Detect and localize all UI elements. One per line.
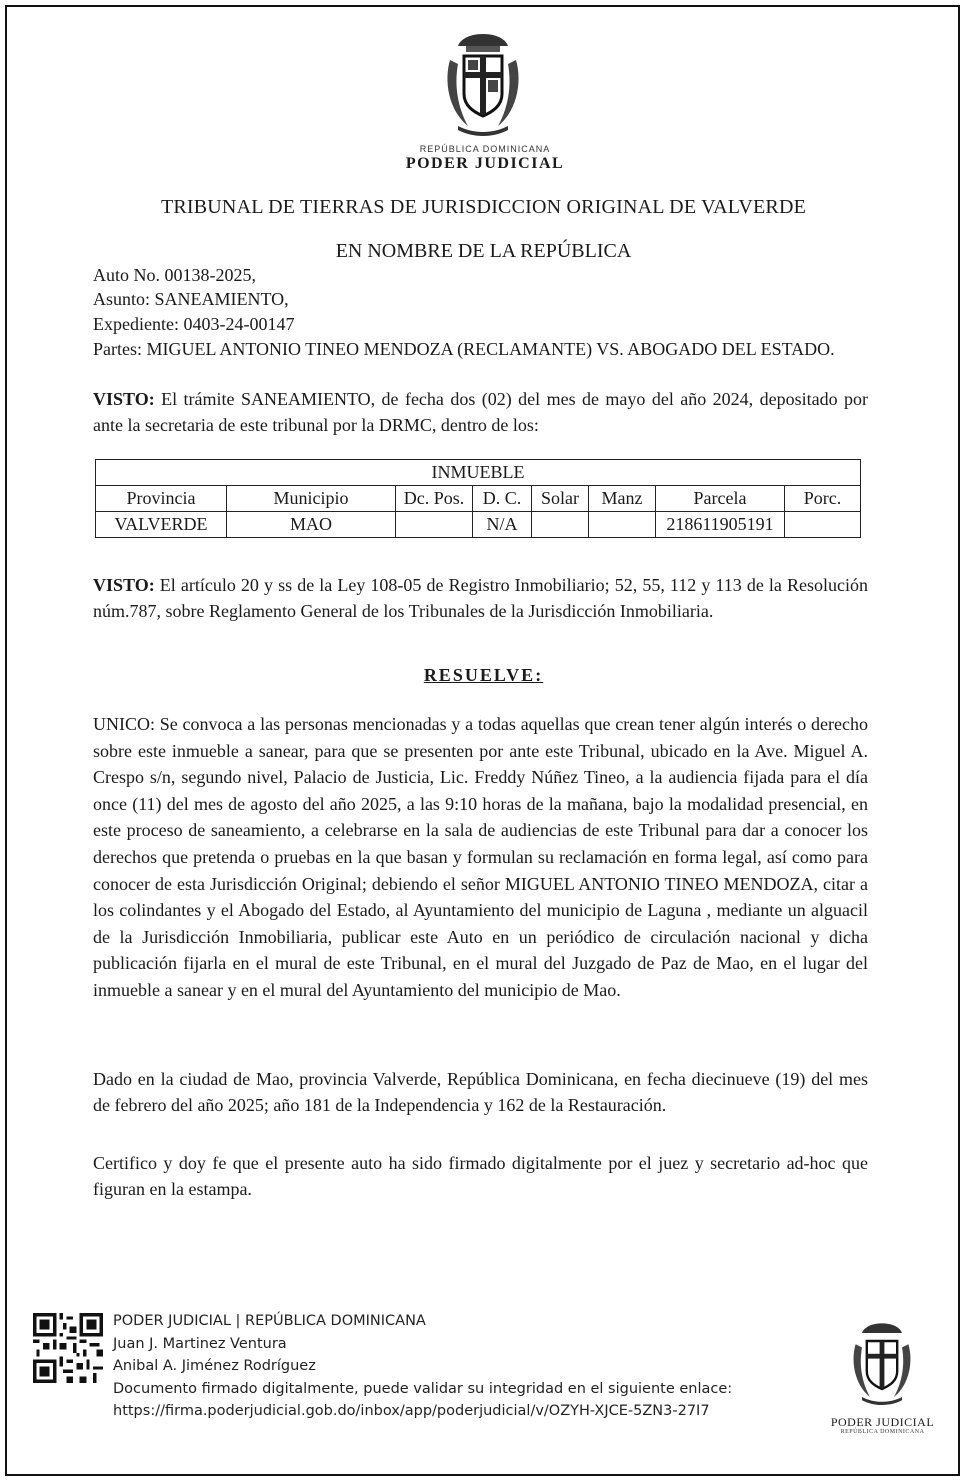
table-cell: VALVERDE	[96, 512, 227, 538]
table-cell	[396, 512, 473, 538]
table-cell	[532, 512, 589, 538]
expediente: Expediente: 0403-24-00147	[93, 314, 295, 334]
visto-paragraph-2	[93, 572, 868, 624]
visto-text: El trámite SANEAMIENTO, de fecha dos (02) del mes de mayo del año 2024, depositado por ante la secretaria de este tribunal por la DRMC, dentro de los:	[93, 389, 868, 435]
footer-validation-text: Documento firmado digitalmente, puede validar su integridad en el siguiente enlace:	[113, 1380, 733, 1397]
en-nombre-heading: EN NOMBRE DE LA REPÚBLICA	[335, 240, 632, 262]
header-cell: Municipio	[227, 486, 396, 512]
dado-paragraph: Dado en la ciudad de Mao, provincia Valverde, República Dominicana, en fecha diecinueve (19) del mes de febrero del año 2025; año 181 de la Independencia y 162 de la Restauración.	[93, 1069, 868, 1115]
table-cell: MAO	[227, 512, 396, 538]
certifico-paragraph: Certifico y doy fe que el presente auto ha sido firmado digitalmente por el juez y secretario ad-hoc que figuran en la estampa.	[93, 1153, 868, 1199]
unico-paragraph: UNICO: Se convoca a las personas mencionadas y a todas aquellas que crean tener algún interés o derecho sobre este inmueble a sanear, para que se presenten por ante este Tribunal, ubicado en la Ave. Miguel A. Crespo s/n, segundo nivel, Palacio de Justicia, Lic. Freddy Núñez Tineo, a la audiencia fijada para el día once (11) del mes de agosto del año 2025, a las 9:10 horas de la mañana, bajo la modalidad presencial, en este proceso de saneamiento, a celebrarse en la sala de audiencias de este Tribunal para dar a conocer los derechos que pretenda o pruebas en la que basan y formulan su reclamación en forma legal, así como para conocer de esta Jurisdicción Original; debiendo el señor MIGUEL ANTONIO TINEO MENDOZA, citar a los colindantes y el Abogado del Estado, al Ayuntamiento del municipio de Laguna , mediante un alguacil de la Jurisdicción Inmobiliaria, publicar este Auto en un periódico de circulación nacional y dicha publicación fijarla en el mural de este Tribunal, en el mural del Juzgado de Paz de Mao, en el lugar del inmueble a sanear y en el mural del Ayuntamiento del municipio de Mao.	[93, 714, 868, 1000]
inmueble-table	[95, 459, 861, 538]
republica-label: REPÚBLICA DOMINICANA	[419, 144, 551, 154]
table-cell	[785, 512, 861, 538]
header-cell: Porc.	[785, 486, 861, 512]
visto-paragraph-1	[93, 386, 868, 438]
partes: Partes: MIGUEL ANTONIO TINEO MENDOZA (RECLAMANTE) VS. ABOGADO DEL ESTADO.	[93, 339, 835, 359]
visto-text: El artículo 20 y ss de la Ley 108-05 de Registro Inmobiliario; 52, 55, 112 y 113 de la Resolución núm.787, sobre Reglamento General de los Tribunales de la Jurisdicción Inmobiliaria.	[93, 575, 868, 621]
table-row	[96, 512, 861, 538]
footer-coat-of-arms-icon	[846, 1320, 918, 1410]
table-cell: 218611905191	[656, 512, 785, 538]
auto-number: Auto No. 00138-2025,	[93, 265, 256, 285]
table-cell	[589, 512, 656, 538]
header-cell: D. C.	[473, 486, 532, 512]
resuelve-heading: RESUELVE:	[423, 665, 544, 685]
header-cell: Parcela	[656, 486, 785, 512]
footer-judge-name: Juan J. Martinez Ventura	[113, 1335, 287, 1352]
table-header-row	[96, 486, 861, 512]
signature-block	[113, 1310, 732, 1423]
coat-of-arms-icon	[438, 30, 528, 142]
table-cell: N/A	[473, 512, 532, 538]
visto-label: VISTO:	[93, 389, 155, 409]
footer-poder-judicial: PODER JUDICIAL	[830, 1415, 935, 1429]
footer-validation-link[interactable]: https://firma.poderjudicial.gob.do/inbox/app/poderjudicial/v/OZYH-XJCE-5ZN3-27I7	[113, 1403, 710, 1419]
court-title: TRIBUNAL DE TIERRAS DE JURISDICCION ORIGINAL DE VALVERDE	[160, 196, 807, 218]
footer-republica: REPÚBLICA DOMINICANA	[840, 1429, 925, 1435]
poder-judicial-label: PODER JUDICIAL	[405, 155, 565, 172]
visto-label: VISTO:	[93, 575, 155, 595]
asunto: Asunto: SANEAMIENTO,	[93, 289, 289, 309]
footer-line-1: PODER JUDICIAL | REPÚBLICA DOMINICANA	[113, 1313, 426, 1329]
header-cell: Provincia	[96, 486, 227, 512]
qr-code-icon	[33, 1313, 103, 1383]
footer-secretary-name: Anibal A. Jiménez Rodríguez	[113, 1358, 316, 1374]
inmueble-title: INMUEBLE	[96, 460, 861, 486]
header-cell: Solar	[532, 486, 589, 512]
header-cell: Dc. Pos.	[396, 486, 473, 512]
header-cell: Manz	[589, 486, 656, 512]
